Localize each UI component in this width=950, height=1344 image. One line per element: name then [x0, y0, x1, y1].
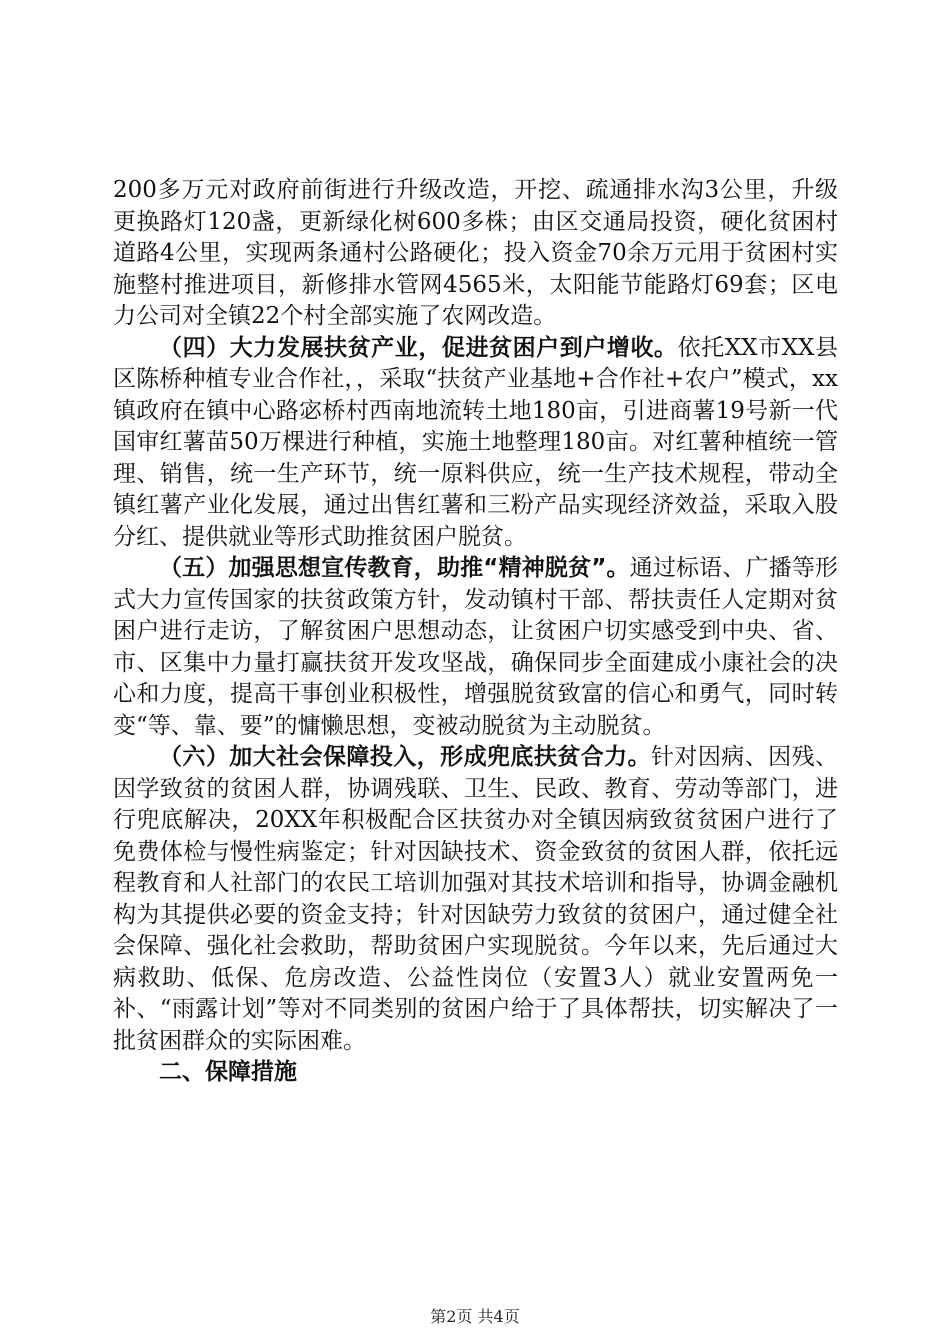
page-number-footer: 第2页 共4页 [430, 1307, 520, 1326]
paragraph-section-5 [113, 553, 838, 742]
paragraph-continued [113, 175, 838, 333]
document-body [113, 175, 838, 1089]
paragraph-text: 针对因病、因残、因学致贫的贫困人群，协调残联、卫生、民政、教育、劳动等部门，进行兜底解决，20XX年积极配合区扶贫办对全镇因病致贫贫困户进行了免费体检与慢性病鉴定；针对因缺技术、资金致贫的贫困人群，依托远程教育和人社部门的农民工培训加强对其技术培训和指导，协调金融机构为其提供必要的资金支持；针对因缺劳力致贫的贫困户，通过健全社会保障、强化社会救助，帮助贫困户实现脱贫。今年以来，先后通过大病救助、低保、危房改造、公益性岗位（安置3人）就业安置两免一补、“雨露计划”等对不同类别的贫困户给于了具体帮扶，切实解决了一批贫困群众的实际困难。 [113, 744, 839, 1054]
section-heading: 二、保障措施 [159, 1059, 297, 1085]
paragraph-lead: （六）加大社会保障投入，形成兜底扶贫合力。 [159, 744, 651, 770]
paragraph-lead: （四）大力发展扶贫产业，促进贫困户到户增收。 [159, 334, 678, 361]
paragraph-section-4 [113, 333, 838, 554]
paragraph-section-6 [113, 742, 838, 1057]
paragraph-lead: （五）加强思想宣传教育，助推“精神脱贫”。 [159, 555, 630, 581]
paragraph-text: 通过标语、广播等形式大力宣传国家的扶贫政策方针，发动镇村干部、帮扶责任人定期对贫困户进行走访，了解贫困户思想动态，让贫困户切实感受到中央、省、市、区集中力量打赢扶贫开发攻坚战，确保同步全面建成小康社会的决心和力度，提高干事创业积极性，增强脱贫致富的信心和勇气，同时转变“等、靠、要”的慵懒思想，变被动脱贫为主动脱贫。 [113, 555, 839, 739]
paragraph-text: 依托XX市XX县区陈桥种植专业合作社，，采取“扶贫产业基地+合作社+农户”模式，xx镇政府在镇中心路宓桥村西南地流转土地180亩，引进商薯19号新一代国审红薯苗50万棵进行种植，实施土地整理180亩。对红薯种植统一管理、销售，统一生产环节，统一原料供应，统一生产技术规程，带动全镇红薯产业化发展，通过出售红薯和三粉产品实现经济效益，采取入股分红、提供就业等形式助推贫困户脱贫。 [113, 334, 839, 550]
paragraph-text: 200多万元对政府前街进行升级改造，开挖、疏通排水沟3公里，升级更换路灯120盏，更新绿化树600多株；由区交通局投资，硬化贫困村道路4公里，实现两条通村公路硬化；投入资金70余万元用于贫困村实施整村推进项目，新修排水管网4565米，太阳能节能路灯69套；区电力公司对全镇22个村全部实施了农网改造。 [113, 177, 838, 329]
